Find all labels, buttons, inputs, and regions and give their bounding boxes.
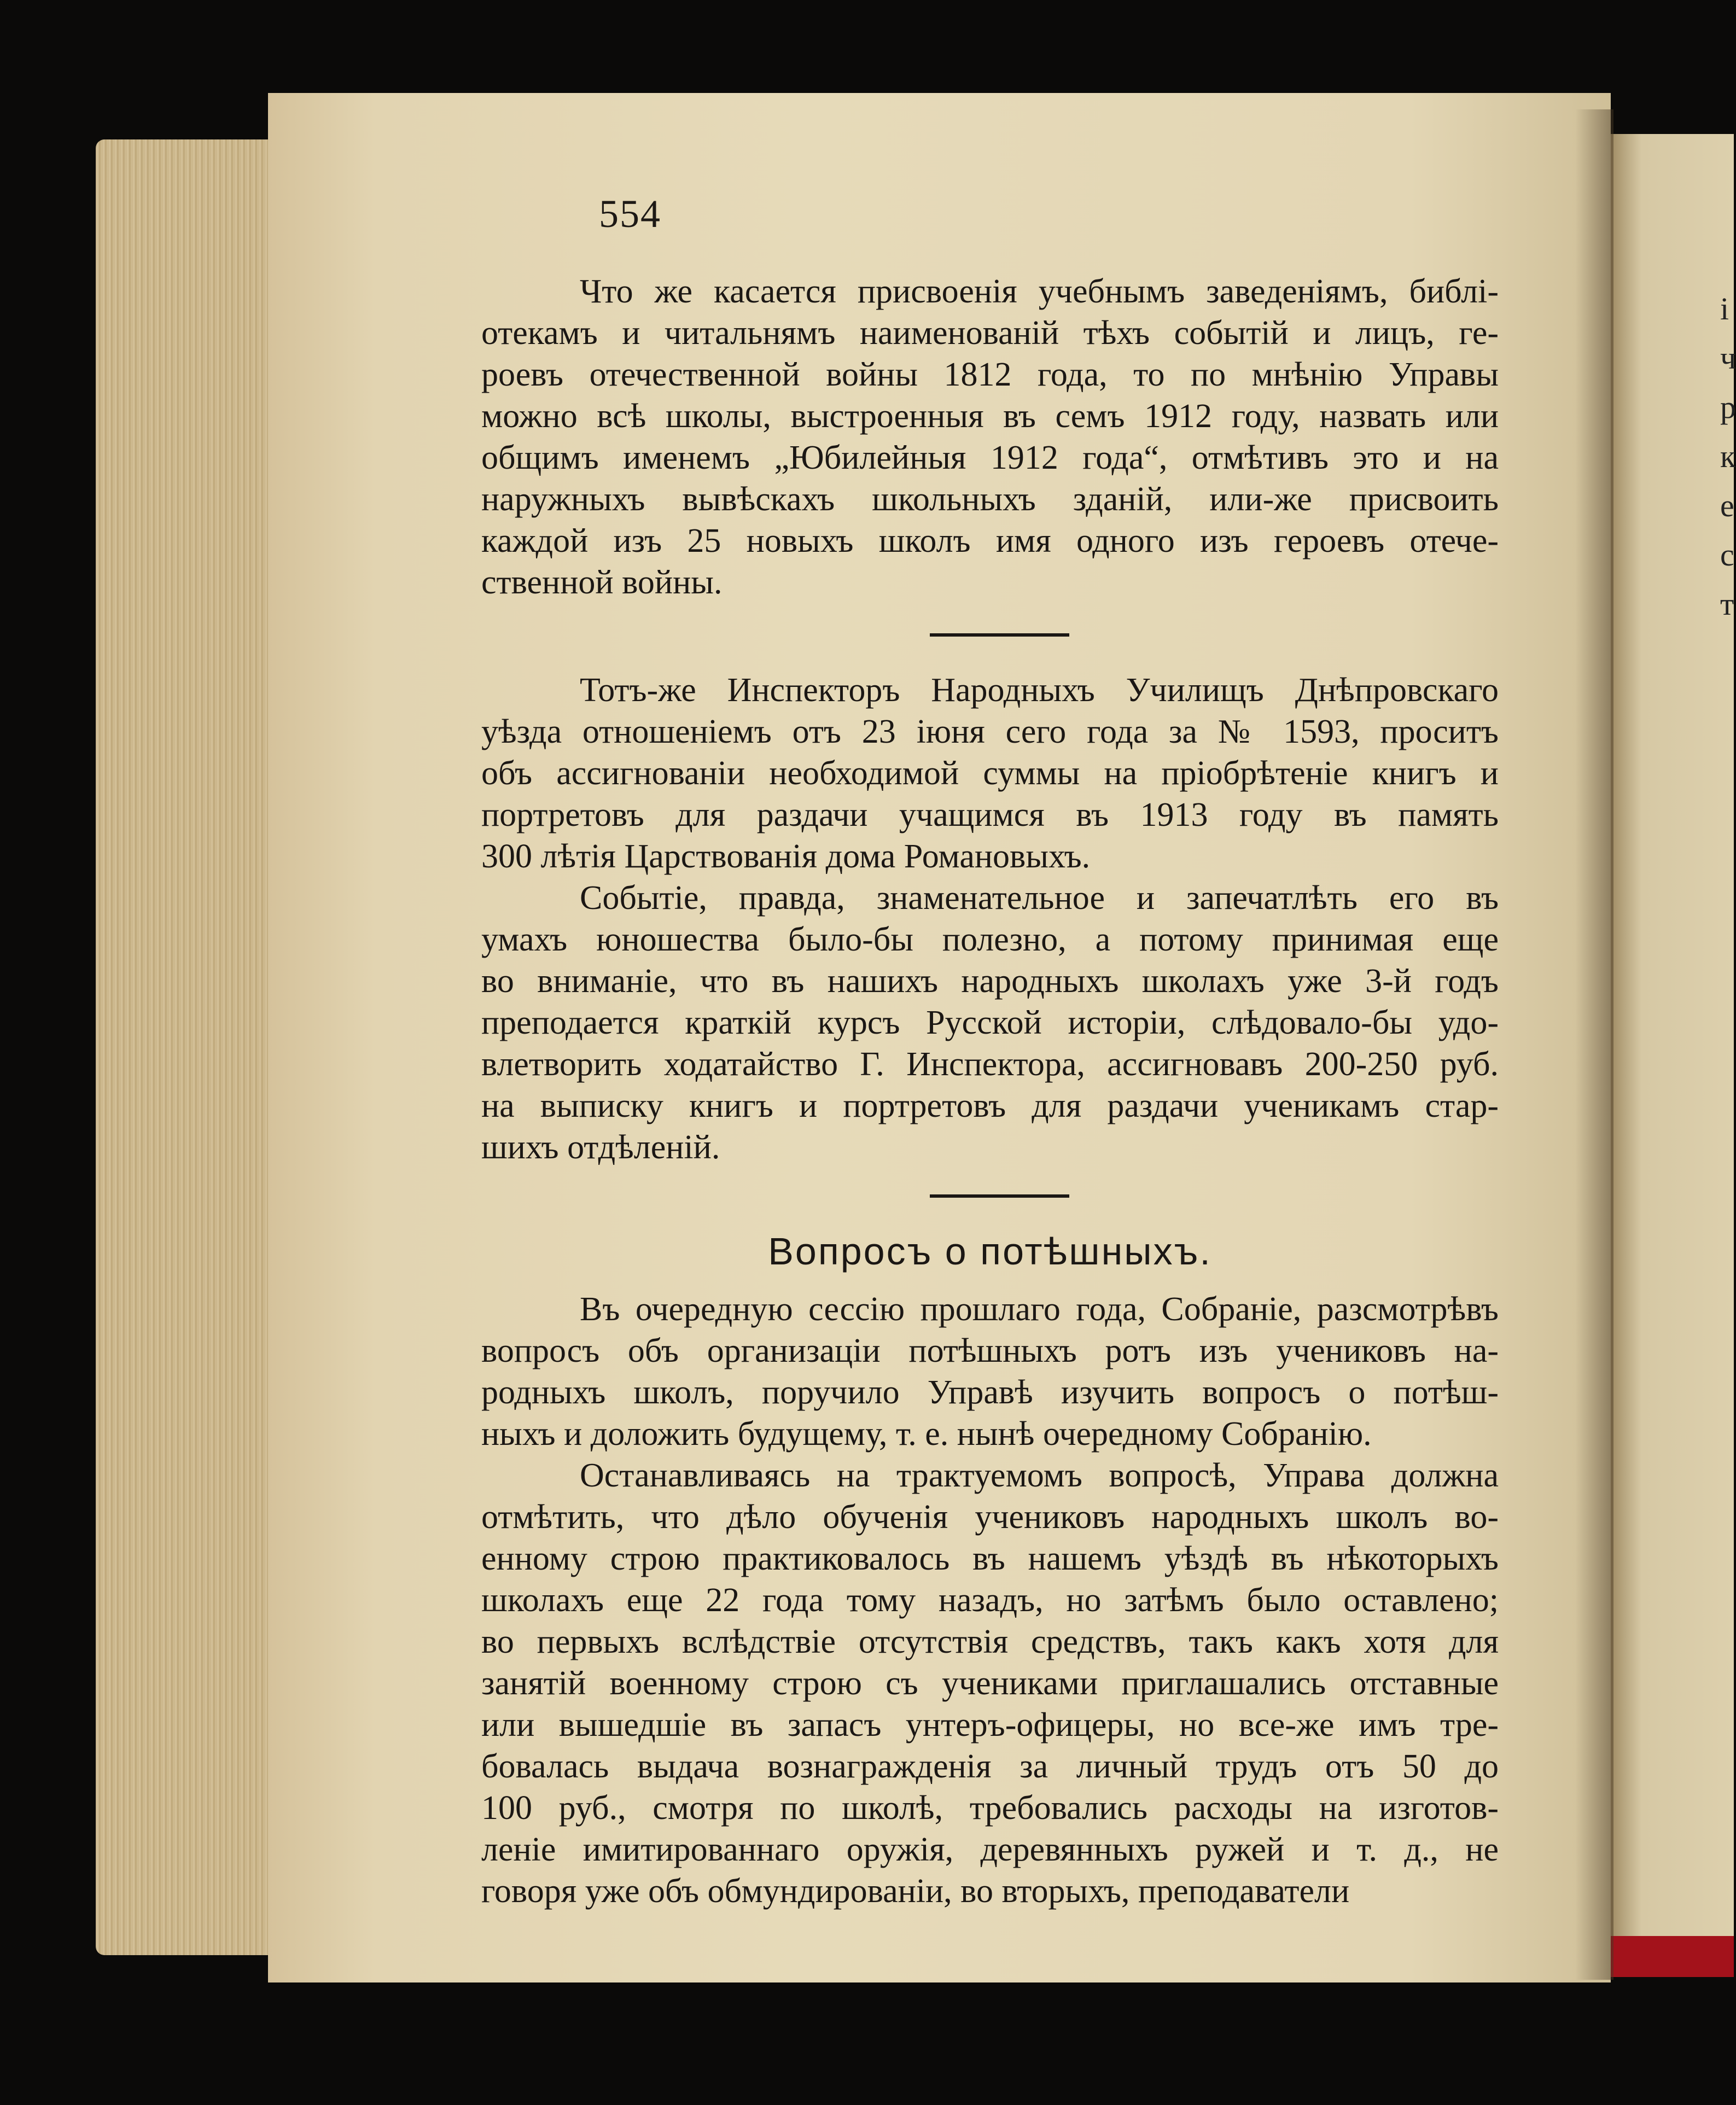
section-books-portraits xyxy=(481,669,1499,1168)
text-line: можно всѣ школы, выстроенныя въ семъ 1912 году, назвать или xyxy=(481,398,1499,435)
page-gutter-shadow xyxy=(1575,109,1613,1980)
text-line: преподается краткій курсъ Русской исторіи, слѣдовало-бы удо- xyxy=(481,1004,1499,1041)
text-line: роевъ отечественной войны 1812 года, то по мнѣнію Управы xyxy=(481,356,1499,393)
text-line: школахъ еще 22 года тому назадъ, но затѣмъ было оставлено; xyxy=(481,1582,1499,1619)
text-line: Событіе, правда, знаменательное и запечатлѣть его въ xyxy=(580,879,1499,917)
text-line: 100 руб., смотря по школѣ, требовались расходы на изготов- xyxy=(481,1789,1499,1827)
text-line: уѣзда отношеніемъ отъ 23 іюня сего года за № 1593, проситъ xyxy=(481,713,1499,750)
text-line: леніе имитированнаго оружія, деревянныхъ ружей и т. д., не xyxy=(481,1831,1499,1868)
text-line: на выписку книгъ и портретовъ для раздачи ученикамъ стар- xyxy=(481,1087,1499,1124)
text-line: умахъ юношества было-бы полезно, а потому принимая еще xyxy=(481,921,1499,958)
text-line: говоря уже объ обмундированіи, во вторыхъ, преподаватели xyxy=(481,1873,1350,1910)
edge-glyph: і xyxy=(1720,291,1729,326)
section-divider xyxy=(930,1194,1069,1198)
edge-glyph: т xyxy=(1720,586,1734,622)
text-line: вопросъ объ организаціи потѣшныхъ ротъ изъ учениковъ на- xyxy=(481,1332,1499,1369)
text-line: ныхъ и доложить будущему, т. е. нынѣ очередному Собранію. xyxy=(481,1415,1372,1453)
facing-page-edge-text xyxy=(1720,284,1736,629)
facing-page xyxy=(1611,134,1734,1966)
edge-glyph: е xyxy=(1720,488,1734,523)
page-number: 554 xyxy=(599,192,661,236)
text-line: бовалась выдача вознагражденія за личный трудъ отъ 50 до xyxy=(481,1748,1499,1785)
text-line: во вниманіе, что въ нашихъ народныхъ школахъ уже 3-й годъ xyxy=(481,963,1499,1000)
edge-glyph: ч xyxy=(1720,340,1736,376)
text-line: во первыхъ вслѣдствіе отсутствія средствъ, такъ какъ хотя для xyxy=(481,1623,1499,1660)
text-line: наружныхъ вывѣскахъ школьныхъ зданій, или-же присвоить xyxy=(481,481,1499,518)
text-line: Останавливаясь на трактуемомъ вопросѣ, Управа должна xyxy=(580,1457,1499,1494)
edge-glyph: к xyxy=(1720,439,1736,474)
page-body xyxy=(481,183,1499,1933)
text-line: портретовъ для раздачи учащимся въ 1913 году въ память xyxy=(481,796,1499,833)
section-school-naming xyxy=(481,271,1499,603)
page-stack-edges xyxy=(96,139,276,1955)
text-line: Тотъ-же Инспекторъ Народныхъ Училищъ Днѣпровскаго xyxy=(580,672,1499,709)
edge-glyph: с xyxy=(1720,537,1734,573)
section-heading: Вопросъ о потѣшныхъ. xyxy=(768,1230,1212,1273)
text-line: шихъ отдѣленій. xyxy=(481,1129,720,1166)
text-line: общимъ именемъ „Юбилейныя 1912 года“, отмѣтивъ это и на xyxy=(481,439,1499,476)
text-line: занятій военному строю съ учениками приглашались отставные xyxy=(481,1665,1499,1702)
text-line: объ ассигнованіи необходимой суммы на пріобрѣтеніе книгъ и xyxy=(481,755,1499,792)
paragraph xyxy=(481,669,1499,877)
text-line: или вышедшіе въ запасъ унтеръ-офицеры, но все-же имъ тре- xyxy=(481,1706,1499,1744)
text-line: енному строю практиковалось въ нашемъ уѣздѣ въ нѣкоторыхъ xyxy=(481,1540,1499,1577)
text-line: влетворить ходатайство Г. Инспектора, ассигновавъ 200-250 руб. xyxy=(481,1046,1499,1083)
paragraph xyxy=(481,1288,1499,1455)
text-line: 300 лѣтія Царствованія дома Романовыхъ. xyxy=(481,838,1091,875)
paragraph xyxy=(481,271,1499,603)
text-line: родныхъ школъ, поручило Управѣ изучить вопросъ о потѣш- xyxy=(481,1374,1499,1411)
edge-glyph: р xyxy=(1720,389,1736,425)
text-line: Въ очередную сессію прошлаго года, Собраніе, разсмотрѣвъ xyxy=(580,1291,1499,1328)
text-line: каждой изъ 25 новыхъ школъ имя одного изъ героевъ отече- xyxy=(481,522,1499,559)
text-line: ственной войны. xyxy=(481,564,723,601)
section-poteshnye xyxy=(481,1288,1499,1912)
paragraph xyxy=(481,1455,1499,1912)
text-line: отекамъ и читальнямъ наименованій тѣхъ событій и лицъ, ге- xyxy=(481,314,1499,352)
section-divider xyxy=(930,633,1069,637)
text-line: отмѣтить, что дѣло обученія учениковъ народныхъ школъ во- xyxy=(481,1498,1499,1536)
text-line: Что же касается присвоенія учебнымъ заведеніямъ, библі- xyxy=(580,273,1499,310)
paragraph xyxy=(481,877,1499,1168)
